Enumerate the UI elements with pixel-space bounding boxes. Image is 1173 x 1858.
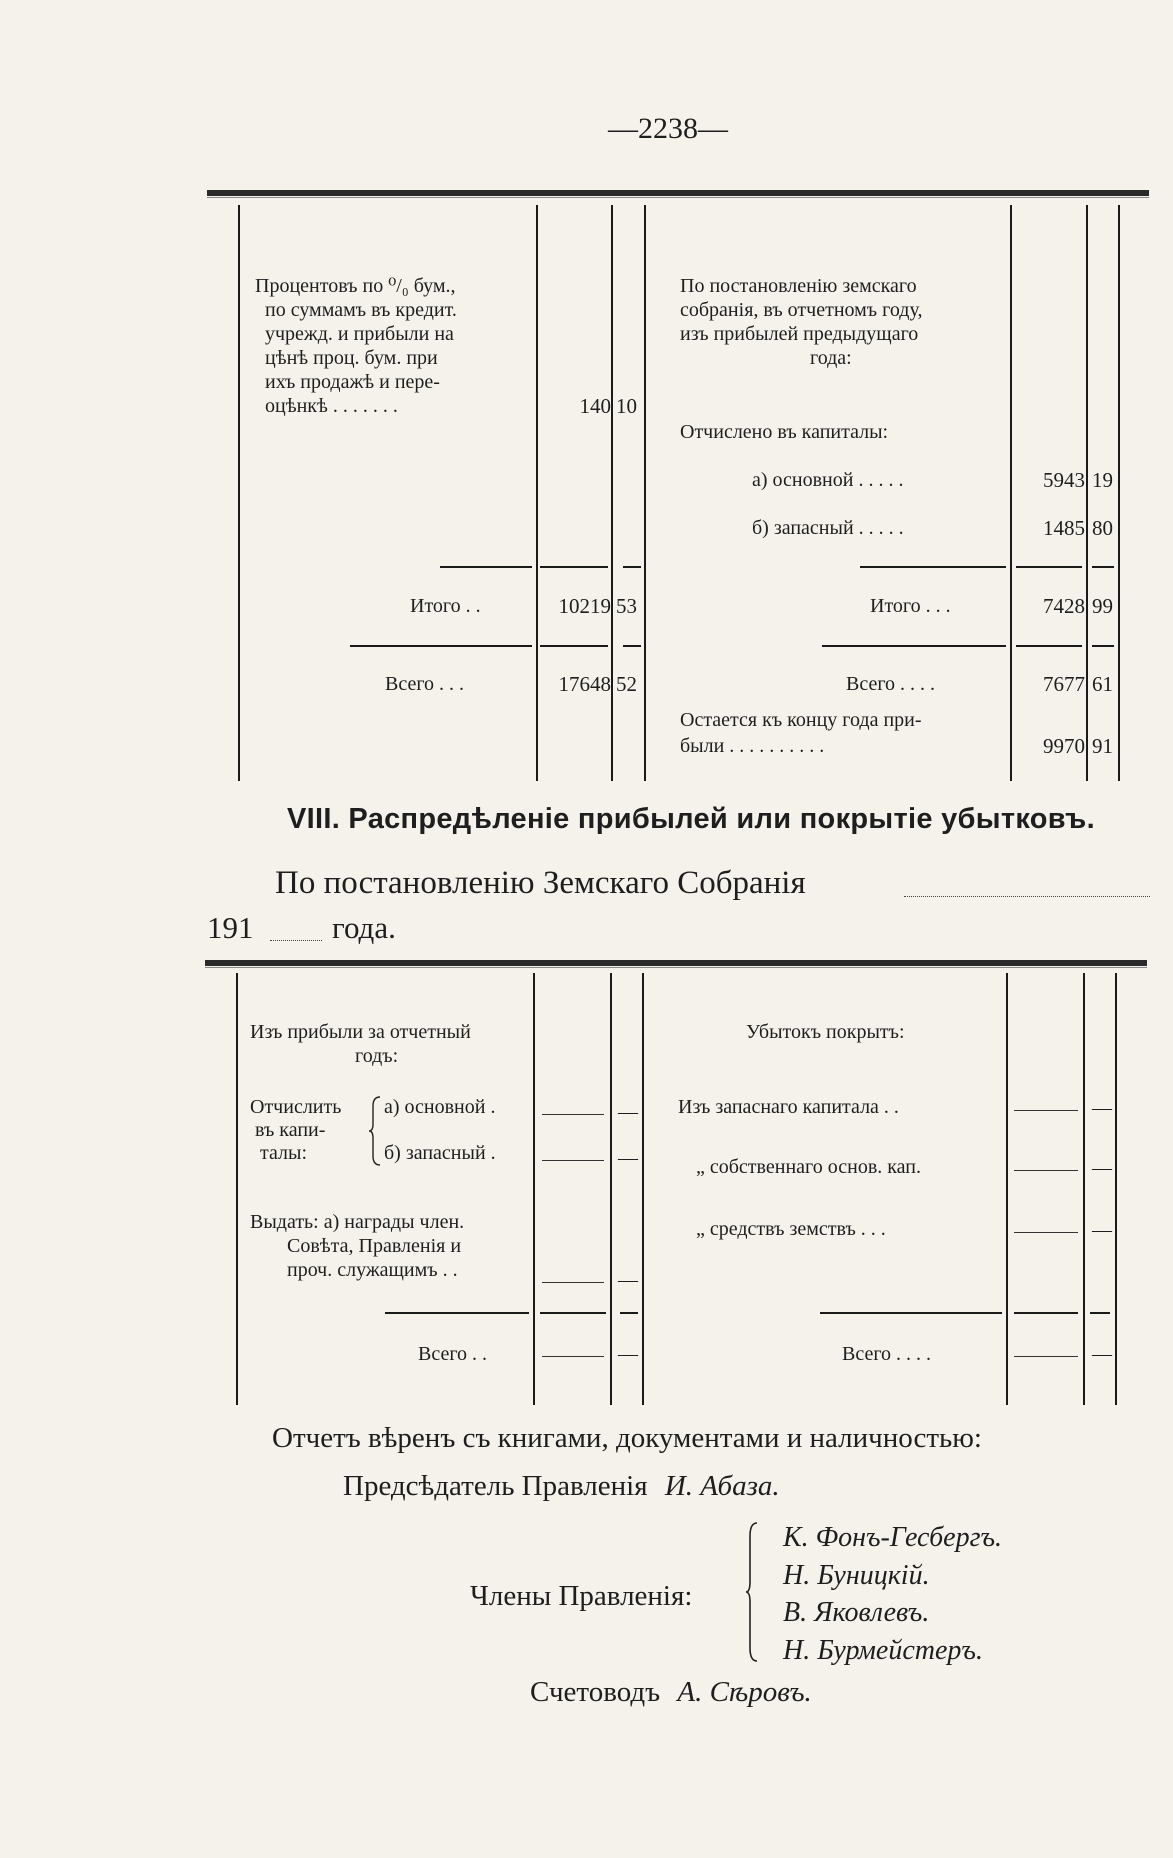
members-brace-icon [745,1522,759,1662]
right-head-line: По постановленію земскаго [680,275,917,297]
dash-cell: — [1092,1157,1112,1179]
loss-row-own-capital: „ собственнаго основ. кап. [696,1156,921,1178]
dash-cell: — [618,1101,638,1123]
interest-kop: 10 [616,394,637,418]
brace-icon [368,1096,382,1166]
dash-cell: — [1092,1343,1112,1365]
vydat-line: проч. служащимъ . . [287,1259,458,1281]
member-name: В. Яковлевъ. [783,1597,930,1628]
bottom-table-border [205,960,1147,966]
year-suffix: года. [332,910,396,945]
page-number: —2238— [608,112,728,145]
dash-cell: — [1092,1219,1112,1241]
right-vsego-label: Всего . . . . [846,673,936,695]
otchislit-line: талы: [260,1142,308,1164]
left-vsego-kop: 52 [616,672,637,696]
resolution-dotted-fill [904,896,1150,897]
accountant-name: А. Сѣровъ. [677,1676,812,1708]
right-itogo-kop: 99 [1092,594,1113,618]
right-head-line: года: [810,347,852,369]
left-itogo-kop: 53 [616,594,637,618]
ostaetsya-kop: 91 [1092,734,1113,758]
interest-line: оцѣнкѣ . . . . . . . [265,395,398,417]
year-prefix: 191 [207,910,254,945]
right-head-line: собранія, въ отчетномъ году, [680,299,923,321]
interest-line: по суммамъ въ кредит. [265,299,457,321]
interest-line: ихъ продажѣ и пере- [265,371,440,393]
chairman-line [343,1470,780,1503]
zapasnyi-kop: 80 [1092,516,1113,540]
dash-cell: — [1092,1097,1112,1119]
top-table-border [207,190,1149,196]
bottom-right-vsego-label: Всего . . . . [842,1343,932,1365]
zapasnyi-label: б) запасный . . . . . [752,517,904,539]
interest-rub: 140 [579,394,611,418]
interest-line: Процентовъ по ⁰/₀ бум., [255,275,456,297]
osnovnoi-kop: 19 [1092,468,1113,492]
resolution-line: По постановленію Земскаго Собранія [275,865,806,901]
loss-row-zemstvo: „ средствъ земствъ . . . [696,1218,886,1240]
loss-head: Убытокъ покрытъ: [746,1021,905,1043]
bottom-osnovnoi-label: а) основной . [384,1096,496,1118]
interest-line: цѣнѣ проц. бум. при [265,347,438,369]
dash-cell: — [618,1343,638,1365]
right-vsego-rub: 7677 [1043,672,1085,696]
members-label: Члены Правленія: [470,1580,693,1612]
vydat-line: Совѣта, Правленія и [287,1235,462,1257]
left-itogo-rub: 10219 [558,594,611,618]
vydat-line: Выдать: а) награды член. [250,1211,465,1233]
right-itogo-label: Итого . . . [870,595,951,617]
dash-cell: — [618,1269,638,1291]
chairman-label: Предсѣдатель Правленія [343,1470,648,1502]
left-itogo-label: Итого . . [410,595,481,617]
loss-row-reserve: Изъ запаснаго капитала . . [678,1096,899,1118]
zapasnyi-rub: 1485 [1043,516,1085,540]
bottom-zapasnyi-label: б) запасный . [384,1142,496,1164]
otchislit-line: Отчислить [250,1096,342,1118]
bottom-left-vsego-label: Всего . . [418,1343,488,1365]
right-vsego-kop: 61 [1092,672,1113,696]
otchislit-line: въ капи- [255,1119,326,1141]
member-name: Н. Буницкій. [783,1560,930,1591]
accountant-line [530,1676,812,1709]
ostaetsya-line: Остается къ концу года при- [680,709,922,731]
section-heading: VIII. Распредѣленіе прибылей или покрытіе убытковъ. [287,803,1095,835]
interest-line: учрежд. и прибыли на [265,323,454,345]
dash-cell: — [618,1147,638,1169]
osnovnoi-label: а) основной . . . . . [752,469,904,491]
ostaetsya-line: были . . . . . . . . . . [680,735,825,757]
profit-head-line: годъ: [355,1045,399,1067]
member-name: К. Фонъ-Гесбергъ. [783,1522,1003,1553]
right-itogo-rub: 7428 [1043,594,1085,618]
osnovnoi-rub: 5943 [1043,468,1085,492]
right-head-line: изъ прибылей предыдущаго [680,323,919,345]
profit-head-line: Изъ прибыли за отчетный [250,1021,471,1043]
year-dotted-fill [270,940,322,941]
chairman-name: И. Абаза. [664,1470,780,1502]
verification-statement: Отчетъ вѣренъ съ книгами, документами и наличностью: [272,1422,982,1454]
left-vsego-label: Всего . . . [385,673,465,695]
member-name: Н. Бурмейстеръ. [783,1635,983,1666]
left-vsego-rub: 17648 [558,672,611,696]
ostaetsya-rub: 9970 [1043,734,1085,758]
accountant-label: Счетоводъ [530,1676,661,1708]
otchisleno-label: Отчислено въ капиталы: [680,421,889,443]
